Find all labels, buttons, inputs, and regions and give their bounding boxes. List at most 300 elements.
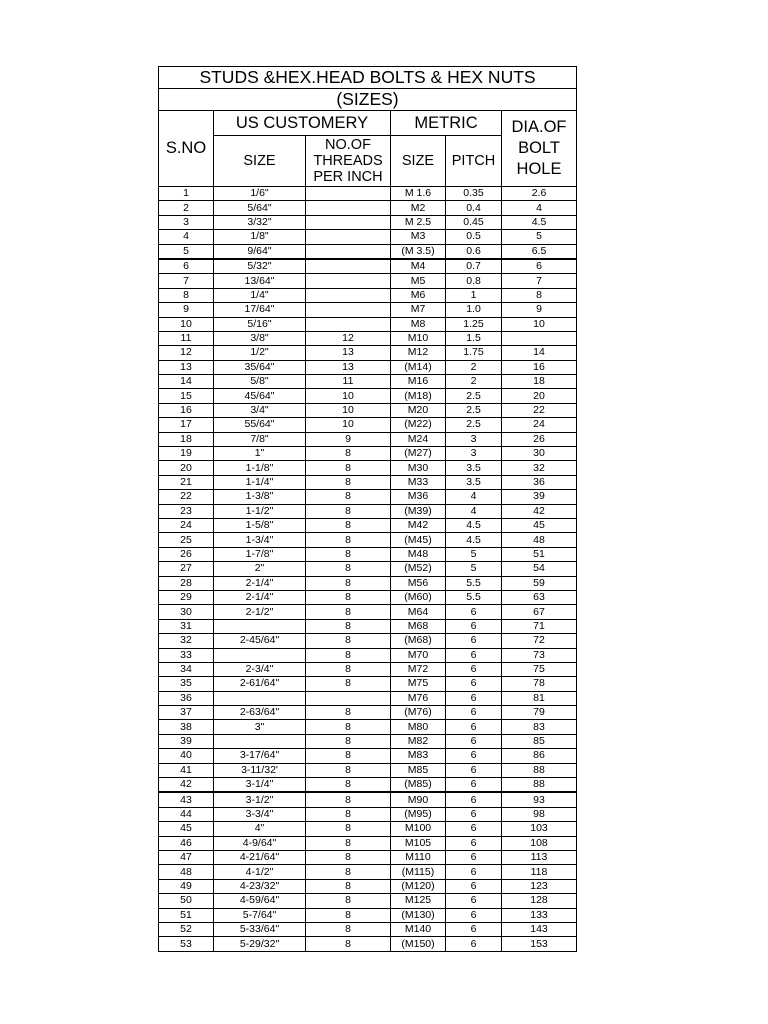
table-title: STUDS &HEX.HEAD BOLTS & HEX NUTS [159,67,577,89]
cell-us-size: 5-29/32" [214,937,306,951]
cell-dia-hole: 108 [502,836,577,850]
cell-dia-hole: 86 [502,749,577,763]
cell-pitch: 0.8 [446,274,502,288]
cell-pitch: 6 [446,706,502,720]
table-row [159,807,577,821]
cell-dia-hole: 71 [502,619,577,633]
table-row [159,879,577,893]
table-row [159,619,577,633]
table-body [159,187,577,952]
cell-pitch: 6 [446,720,502,734]
cell-metric-size: (M85) [391,778,446,793]
cell-pitch: 4.5 [446,518,502,532]
cell-dia-hole: 128 [502,894,577,908]
cell-metric-size: (M52) [391,562,446,576]
cell-dia-hole: 16 [502,360,577,374]
table-row [159,490,577,504]
cell-metric-size: M 2.5 [391,215,446,229]
cell-dia-hole: 24 [502,418,577,432]
cell-sno: 30 [159,605,214,619]
cell-threads: 8 [306,677,391,691]
table-row [159,822,577,836]
cell-metric-size: (M39) [391,504,446,518]
cell-dia-hole: 113 [502,850,577,864]
cell-pitch: 6 [446,879,502,893]
cell-dia-hole: 4.5 [502,215,577,229]
header-metric: METRIC [391,111,502,136]
table-row [159,360,577,374]
cell-dia-hole: 67 [502,605,577,619]
header-threads-line-2: THREADS [313,153,383,169]
cell-pitch: 6 [446,894,502,908]
header-dia-line-3: HOLE [516,160,562,178]
cell-pitch: 2.5 [446,403,502,417]
cell-sno: 12 [159,346,214,360]
cell-dia-hole: 9 [502,303,577,317]
table-row [159,662,577,676]
cell-dia-hole: 6 [502,259,577,274]
header-dia-of-bolt-hole [502,111,577,187]
cell-dia-hole: 59 [502,576,577,590]
cell-threads: 8 [306,547,391,561]
cell-pitch: 6 [446,937,502,951]
cell-metric-size: M12 [391,346,446,360]
table-row [159,331,577,345]
cell-metric-size: M75 [391,677,446,691]
cell-pitch: 4 [446,490,502,504]
table-row [159,634,577,648]
cell-pitch: 5 [446,547,502,561]
table-row [159,908,577,922]
cell-dia-hole: 2.6 [502,187,577,201]
cell-metric-size: M2 [391,201,446,215]
cell-sno: 7 [159,274,214,288]
cell-pitch: 5.5 [446,590,502,604]
cell-dia-hole: 8 [502,288,577,302]
table-row [159,749,577,763]
table-row [159,605,577,619]
cell-threads [306,201,391,215]
cell-dia-hole: 20 [502,389,577,403]
cell-sno: 2 [159,201,214,215]
cell-sno: 17 [159,418,214,432]
cell-sno: 16 [159,403,214,417]
cell-dia-hole: 79 [502,706,577,720]
cell-sno: 42 [159,778,214,793]
cell-sno: 14 [159,375,214,389]
header-threads-per-inch [306,136,391,187]
cell-threads: 10 [306,418,391,432]
header-threads-line-3: PER INCH [313,169,383,185]
cell-us-size: 1-7/8" [214,547,306,561]
cell-threads: 8 [306,619,391,633]
cell-metric-size: M76 [391,691,446,705]
cell-dia-hole: 93 [502,792,577,807]
cell-threads [306,230,391,244]
cell-threads: 8 [306,865,391,879]
cell-metric-size: M4 [391,259,446,274]
cell-pitch: 5.5 [446,576,502,590]
cell-sno: 29 [159,590,214,604]
cell-pitch: 6 [446,605,502,619]
cell-metric-size: (M120) [391,879,446,893]
cell-us-size: 5-7/64" [214,908,306,922]
cell-us-size: 5/64" [214,201,306,215]
cell-sno: 5 [159,244,214,259]
table-row [159,201,577,215]
cell-pitch: 6 [446,662,502,676]
cell-dia-hole: 75 [502,662,577,676]
cell-dia-hole: 133 [502,908,577,922]
cell-metric-size: M48 [391,547,446,561]
cell-pitch: 6 [446,778,502,793]
cell-threads: 8 [306,461,391,475]
cell-us-size: 9/64" [214,244,306,259]
cell-threads [306,215,391,229]
cell-dia-hole: 78 [502,677,577,691]
cell-dia-hole [502,331,577,345]
cell-us-size: 17/64" [214,303,306,317]
cell-us-size: 13/64" [214,274,306,288]
cell-us-size: 4-21/64" [214,850,306,864]
table-row [159,562,577,576]
table-row [159,677,577,691]
cell-sno: 36 [159,691,214,705]
table-row [159,850,577,864]
cell-pitch: 6 [446,691,502,705]
cell-us-size: 35/64" [214,360,306,374]
cell-sno: 21 [159,475,214,489]
cell-threads: 8 [306,850,391,864]
cell-threads: 8 [306,792,391,807]
cell-pitch: 0.5 [446,230,502,244]
cell-threads [306,274,391,288]
header-dia-line-2: BOLT [518,139,560,157]
cell-pitch: 1.0 [446,303,502,317]
table-row [159,418,577,432]
header-pitch: PITCH [446,136,502,187]
table-row [159,432,577,446]
cell-sno: 10 [159,317,214,331]
cell-dia-hole: 98 [502,807,577,821]
cell-us-size: 5-33/64" [214,922,306,936]
table-row [159,894,577,908]
cell-threads [306,288,391,302]
cell-pitch: 3.5 [446,475,502,489]
cell-pitch: 3 [446,447,502,461]
cell-threads: 8 [306,734,391,748]
cell-sno: 31 [159,619,214,633]
cell-threads: 8 [306,590,391,604]
cell-us-size: 2-63/64" [214,706,306,720]
cell-pitch: 2.5 [446,418,502,432]
cell-sno: 46 [159,836,214,850]
cell-threads: 8 [306,648,391,662]
table-row [159,706,577,720]
cell-sno: 25 [159,533,214,547]
cell-dia-hole: 14 [502,346,577,360]
cell-metric-size: (M150) [391,937,446,951]
cell-dia-hole: 88 [502,778,577,793]
cell-threads: 8 [306,836,391,850]
cell-threads: 8 [306,894,391,908]
cell-metric-size: M105 [391,836,446,850]
table-row [159,720,577,734]
cell-threads: 12 [306,331,391,345]
bolt-size-table [158,66,577,952]
cell-threads [306,317,391,331]
cell-pitch: 1.25 [446,317,502,331]
table-row [159,475,577,489]
cell-sno: 20 [159,461,214,475]
cell-metric-size: (M27) [391,447,446,461]
cell-metric-size: (M68) [391,634,446,648]
cell-sno: 50 [159,894,214,908]
cell-pitch: 6 [446,865,502,879]
cell-dia-hole: 85 [502,734,577,748]
cell-dia-hole: 32 [502,461,577,475]
header-us-customery: US CUSTOMERY [214,111,391,136]
cell-pitch: 1.75 [446,346,502,360]
cell-metric-size: M72 [391,662,446,676]
cell-us-size: 1-1/4" [214,475,306,489]
table-subtitle: (SIZES) [159,89,577,111]
cell-pitch: 5 [446,562,502,576]
cell-dia-hole: 118 [502,865,577,879]
cell-threads: 8 [306,908,391,922]
cell-dia-hole: 143 [502,922,577,936]
cell-metric-size: M7 [391,303,446,317]
cell-pitch: 1 [446,288,502,302]
cell-dia-hole: 63 [502,590,577,604]
cell-metric-size: M125 [391,894,446,908]
cell-pitch: 6 [446,648,502,662]
cell-us-size: 5/32" [214,259,306,274]
cell-metric-size: M90 [391,792,446,807]
cell-sno: 6 [159,259,214,274]
cell-pitch: 4.5 [446,533,502,547]
cell-metric-size: M80 [391,720,446,734]
cell-metric-size: (M76) [391,706,446,720]
cell-pitch: 6 [446,850,502,864]
cell-metric-size: (M60) [391,590,446,604]
table-row [159,734,577,748]
cell-metric-size: M5 [391,274,446,288]
cell-dia-hole: 51 [502,547,577,561]
cell-dia-hole: 36 [502,475,577,489]
cell-metric-size: M30 [391,461,446,475]
cell-sno: 49 [159,879,214,893]
cell-us-size: 1/4" [214,288,306,302]
cell-metric-size: M110 [391,850,446,864]
cell-dia-hole: 4 [502,201,577,215]
cell-pitch: 6 [446,763,502,777]
cell-dia-hole: 30 [502,447,577,461]
cell-threads: 8 [306,720,391,734]
cell-us-size: 4-59/64" [214,894,306,908]
cell-us-size: 3-1/2" [214,792,306,807]
cell-metric-size: (M22) [391,418,446,432]
table-row [159,274,577,288]
cell-sno: 24 [159,518,214,532]
cell-pitch: 6 [446,836,502,850]
cell-us-size: 1-3/4" [214,533,306,547]
cell-threads: 8 [306,763,391,777]
cell-pitch: 6 [446,619,502,633]
cell-threads: 8 [306,662,391,676]
cell-us-size [214,648,306,662]
cell-pitch: 6 [446,734,502,748]
cell-us-size: 2-45/64" [214,634,306,648]
cell-threads: 8 [306,576,391,590]
cell-threads [306,303,391,317]
cell-pitch: 3 [446,432,502,446]
cell-sno: 11 [159,331,214,345]
cell-threads: 9 [306,432,391,446]
cell-sno: 40 [159,749,214,763]
cell-us-size: 1-5/8" [214,518,306,532]
cell-metric-size: (M18) [391,389,446,403]
cell-sno: 28 [159,576,214,590]
cell-sno: 38 [159,720,214,734]
table-row [159,937,577,951]
cell-pitch: 0.35 [446,187,502,201]
table-row [159,865,577,879]
cell-us-size: 5/16" [214,317,306,331]
cell-threads: 8 [306,807,391,821]
cell-sno: 44 [159,807,214,821]
cell-sno: 13 [159,360,214,374]
cell-threads [306,187,391,201]
cell-pitch: 6 [446,922,502,936]
cell-threads: 8 [306,879,391,893]
cell-metric-size: M83 [391,749,446,763]
cell-sno: 43 [159,792,214,807]
cell-pitch: 0.7 [446,259,502,274]
cell-dia-hole: 42 [502,504,577,518]
cell-threads: 8 [306,475,391,489]
cell-dia-hole: 153 [502,937,577,951]
cell-pitch: 6 [446,749,502,763]
cell-metric-size: (M45) [391,533,446,547]
cell-metric-size: M16 [391,375,446,389]
table-row [159,590,577,604]
header-metric-size: SIZE [391,136,446,187]
cell-threads: 10 [306,389,391,403]
cell-metric-size: M42 [391,518,446,532]
cell-us-size: 45/64" [214,389,306,403]
cell-pitch: 6 [446,677,502,691]
cell-sno: 19 [159,447,214,461]
table-row [159,778,577,793]
cell-metric-size: M20 [391,403,446,417]
cell-metric-size: M 1.6 [391,187,446,201]
table-row [159,288,577,302]
cell-dia-hole: 48 [502,533,577,547]
table-row [159,244,577,259]
table-row [159,389,577,403]
cell-us-size: 3/4" [214,403,306,417]
cell-threads: 10 [306,403,391,417]
cell-dia-hole: 81 [502,691,577,705]
cell-dia-hole: 45 [502,518,577,532]
header-dia-line-1: DIA.OF [511,118,567,136]
table-row [159,259,577,274]
cell-threads: 8 [306,706,391,720]
cell-dia-hole: 83 [502,720,577,734]
cell-pitch: 6 [446,792,502,807]
cell-sno: 32 [159,634,214,648]
cell-pitch: 0.6 [446,244,502,259]
cell-us-size: 7/8" [214,432,306,446]
cell-threads: 8 [306,562,391,576]
cell-metric-size: M82 [391,734,446,748]
cell-sno: 48 [159,865,214,879]
cell-pitch: 2 [446,360,502,374]
cell-pitch: 1.5 [446,331,502,345]
cell-threads: 8 [306,447,391,461]
cell-us-size: 2-1/4" [214,590,306,604]
cell-us-size [214,619,306,633]
table-row [159,547,577,561]
cell-dia-hole: 54 [502,562,577,576]
cell-threads: 8 [306,518,391,532]
cell-metric-size: M6 [391,288,446,302]
cell-sno: 51 [159,908,214,922]
cell-sno: 37 [159,706,214,720]
cell-metric-size: (M115) [391,865,446,879]
cell-metric-size: (M14) [391,360,446,374]
cell-threads [306,691,391,705]
cell-metric-size: M8 [391,317,446,331]
cell-metric-size: M33 [391,475,446,489]
table-row [159,303,577,317]
cell-sno: 45 [159,822,214,836]
cell-dia-hole: 6.5 [502,244,577,259]
header-threads-line-1: NO.OF [325,137,371,153]
cell-pitch: 6 [446,908,502,922]
cell-sno: 9 [159,303,214,317]
cell-sno: 35 [159,677,214,691]
cell-metric-size: M140 [391,922,446,936]
table-row [159,792,577,807]
table-row [159,375,577,389]
cell-pitch: 4 [446,504,502,518]
cell-sno: 52 [159,922,214,936]
cell-us-size: 1" [214,447,306,461]
table-row [159,922,577,936]
cell-sno: 34 [159,662,214,676]
cell-sno: 53 [159,937,214,951]
table-row [159,763,577,777]
cell-us-size: 2-1/4" [214,576,306,590]
table-row [159,447,577,461]
cell-pitch: 6 [446,822,502,836]
cell-dia-hole: 39 [502,490,577,504]
cell-threads: 8 [306,937,391,951]
cell-us-size [214,734,306,748]
table-header [159,67,577,187]
header-us-size: SIZE [214,136,306,187]
cell-sno: 33 [159,648,214,662]
cell-threads [306,244,391,259]
table-row [159,691,577,705]
cell-sno: 47 [159,850,214,864]
cell-dia-hole: 22 [502,403,577,417]
cell-pitch: 2 [446,375,502,389]
cell-us-size: 1-1/2" [214,504,306,518]
cell-us-size: 1-1/8" [214,461,306,475]
